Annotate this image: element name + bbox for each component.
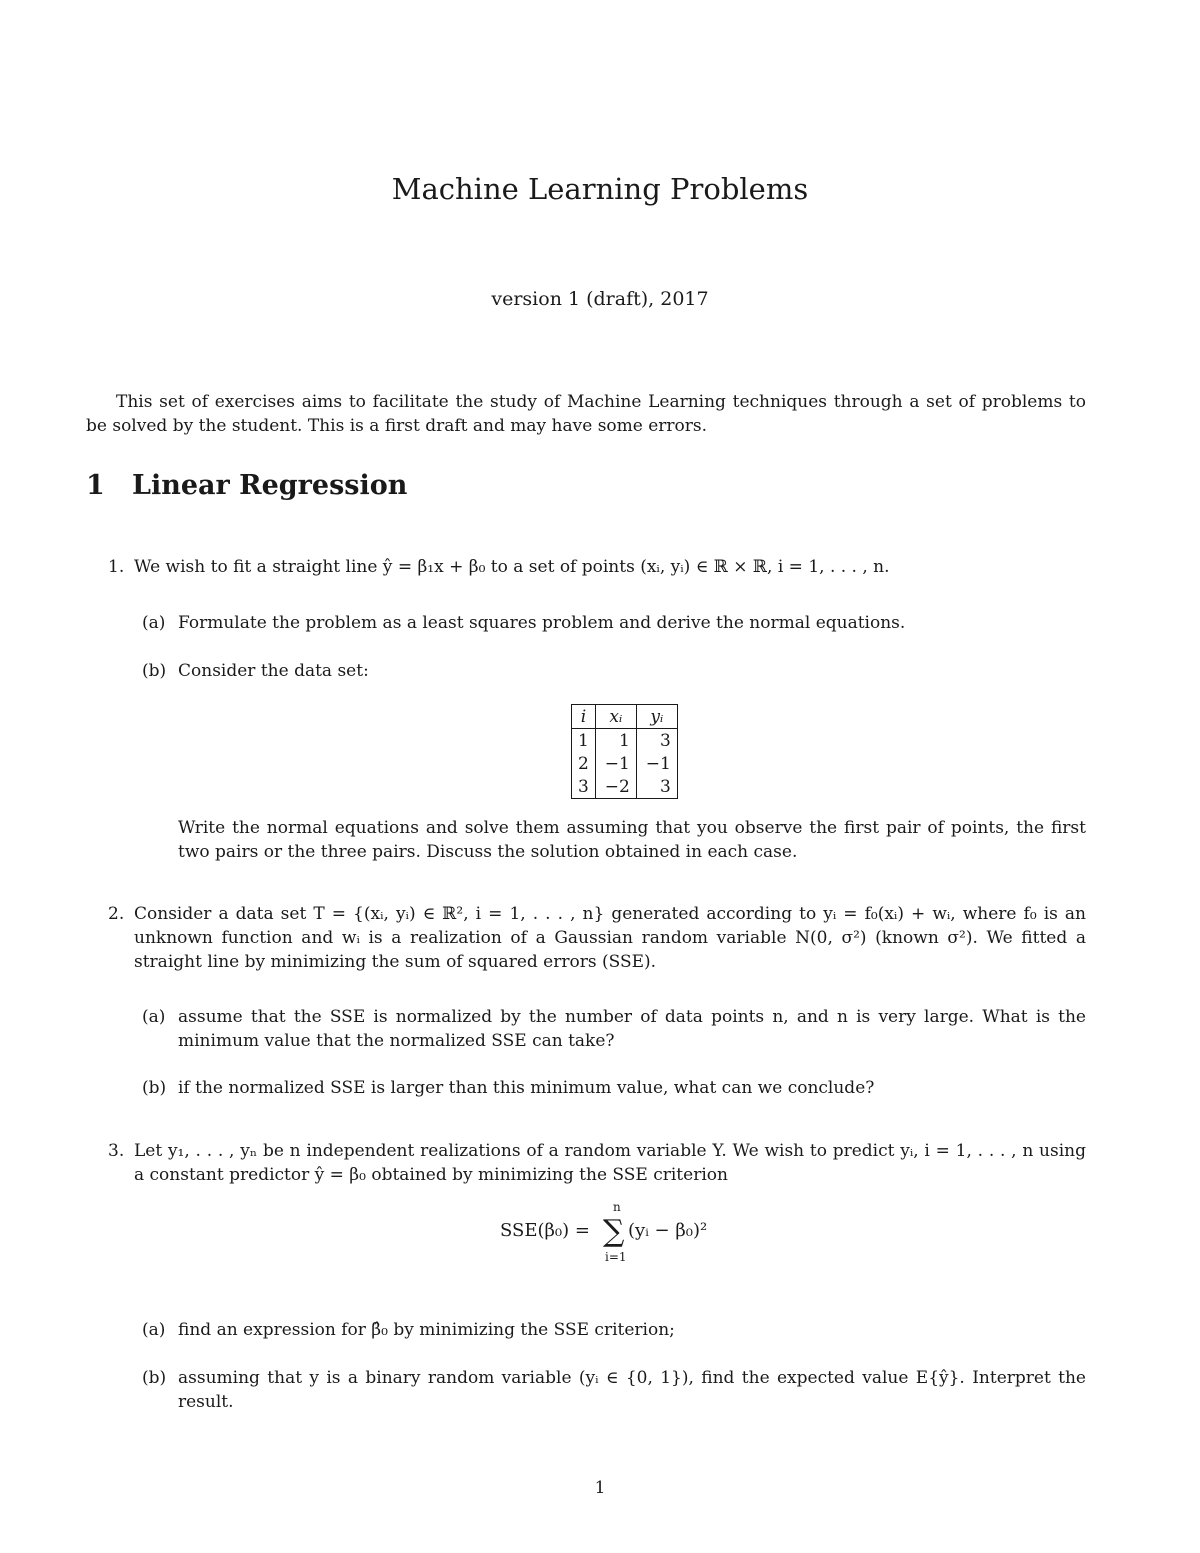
table-cell: 3: [572, 775, 596, 799]
part-text: assuming that y is a binary random variable (yᵢ ∈ {0, 1}), find the expected value E{ŷ}. Interpret the result.: [178, 1368, 1086, 1412]
problem-3b: [142, 1366, 1086, 1414]
section-heading: [86, 470, 407, 501]
table-cell: −1: [636, 752, 677, 775]
part-label: (a): [142, 1007, 166, 1027]
part-label: (b): [142, 1368, 167, 1388]
part-text: if the normalized SSE is larger than this minimum value, what can we conclude?: [178, 1078, 875, 1098]
part-label: (a): [142, 613, 166, 633]
sse-equation: [0, 1200, 1200, 1270]
problem-1b-continuation: Write the normal equations and solve them assuming that you observe the first pair of points, the first two pairs or the three pairs. Discuss the solution obtained in each case.: [178, 818, 1086, 862]
table-cell: 2: [572, 752, 596, 775]
problem-3a: [142, 1318, 1086, 1342]
table-cell: 3: [636, 775, 677, 799]
problem-text: Let y₁, . . . , yₙ be n independent realizations of a random variable Y. We wish to predict yᵢ, i = 1, . . . , n using a constant predictor ŷ = β₀ obtained by minimizing the SSE criterion: [134, 1141, 1086, 1185]
problem-number: 3.: [108, 1141, 125, 1161]
section-number: 1: [86, 470, 105, 501]
part-text: Formulate the problem as a least squares problem and derive the normal equations.: [178, 613, 906, 633]
problem-1: [108, 555, 1086, 579]
part-label: (b): [142, 1078, 167, 1098]
problem-2: [108, 902, 1086, 974]
table-row: [572, 752, 678, 775]
part-text: find an expression for β̂₀ by minimizing the SSE criterion;: [178, 1320, 675, 1340]
sum-upper-limit: n: [613, 1200, 621, 1214]
problem-number: 2.: [108, 904, 125, 924]
intro-paragraph: This set of exercises aims to facilitate the study of Machine Learning techniques through a set of problems to be solved by the student. This is a first draft and may have some errors.: [86, 392, 1086, 436]
problem-3: [108, 1139, 1086, 1187]
table-row: [572, 729, 678, 753]
table-cell: 3: [636, 729, 677, 753]
part-label: (b): [142, 661, 167, 681]
table-header: xᵢ: [595, 705, 636, 729]
problem-1b: [142, 659, 1086, 683]
problem-text: We wish to fit a straight line ŷ = β₁x + β₀ to a set of points (xᵢ, yᵢ) ∈ ℝ × ℝ, i = 1, . . . , n.: [134, 557, 890, 577]
problem-text: Consider a data set T = {(xᵢ, yᵢ) ∈ ℝ², i = 1, . . . , n} generated according to yᵢ = f₀(xᵢ) + wᵢ, where f₀ is an unknown function and wᵢ is a realization of a Gaussian random variable N(0, σ²) (known σ²). We fitted a straight line by minimizing the sum of squared errors (SSE).: [134, 904, 1086, 972]
problem-2b: [142, 1076, 1086, 1100]
table-cell: 1: [595, 729, 636, 753]
table-cell: −2: [595, 775, 636, 799]
table-header-row: [572, 705, 678, 729]
part-text: Consider the data set:: [178, 661, 369, 681]
table-cell: −1: [595, 752, 636, 775]
part-text: assume that the SSE is normalized by the number of data points n, and n is very large. What is the minimum value that the normalized SSE can take?: [178, 1007, 1086, 1051]
problem-number: 1.: [108, 557, 125, 577]
table-cell: 1: [572, 729, 596, 753]
table-header: i: [572, 705, 596, 729]
sum-lower-limit: i=1: [605, 1250, 627, 1264]
equation-rhs: (yᵢ − β₀)²: [628, 1220, 708, 1241]
problem-1a: [142, 611, 1086, 635]
equation-lhs: SSE(β₀) =: [500, 1220, 590, 1241]
table-row: [572, 775, 678, 799]
part-label: (a): [142, 1320, 166, 1340]
document-title: Machine Learning Problems: [391, 172, 809, 206]
page-number: 1: [594, 1478, 606, 1498]
sum-symbol: ∑: [603, 1214, 625, 1249]
section-title: Linear Regression: [132, 470, 408, 501]
document-version: version 1 (draft), 2017: [491, 288, 709, 310]
table-header: yᵢ: [636, 705, 677, 729]
data-table: [571, 704, 678, 799]
problem-2a: [142, 1005, 1086, 1053]
